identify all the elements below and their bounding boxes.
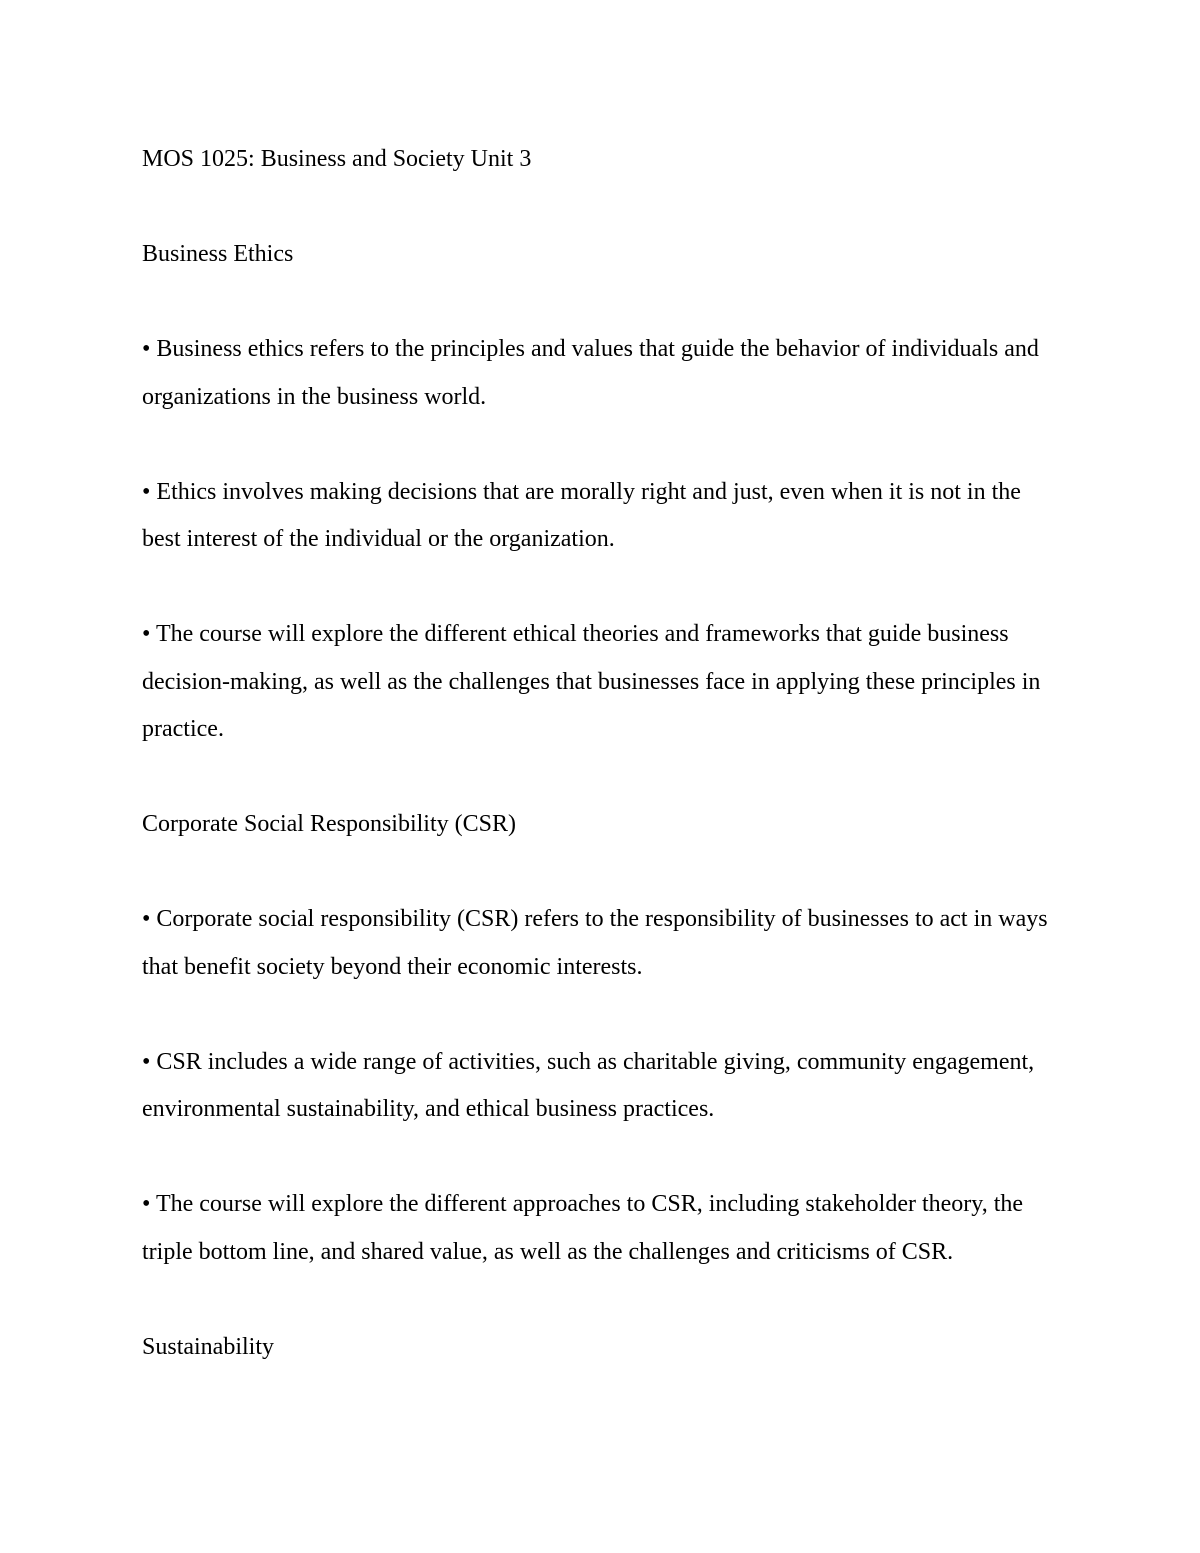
spacer <box>142 1134 1062 1182</box>
spacer <box>142 849 1062 897</box>
bullet-paragraph: • Ethics involves making decisions that are morally right and just, even when it is not in the best interest of the individual or the organization. <box>142 478 1021 552</box>
bullet-paragraph: • Business ethics refers to the principles and values that guide the behavior of individuals and organizations in the business world. <box>142 336 1039 410</box>
spacer <box>142 279 1062 327</box>
document-body <box>142 136 1062 1371</box>
bullet-paragraph: • The course will explore the different approaches to CSR, including stakeholder theory, the triple bottom line, and shared value, as well as the challenges and criticisms of CSR. <box>142 1191 1024 1265</box>
spacer <box>142 991 1062 1039</box>
spacer <box>142 184 1062 232</box>
section-heading-sustainability: Sustainability <box>142 1333 274 1360</box>
section-heading-business-ethics: Business Ethics <box>142 241 294 267</box>
bullet-paragraph: • CSR includes a wide range of activities, such as charitable giving, community engagement, environmental sustainability, and ethical business practices. <box>142 1048 1035 1122</box>
spacer <box>142 564 1062 612</box>
section-heading-csr: Corporate Social Responsibility (CSR) <box>142 811 516 837</box>
spacer <box>142 1276 1062 1324</box>
spacer <box>142 421 1062 469</box>
bullet-paragraph: • The course will explore the different ethical theories and frameworks that guide business decision-making, as well as the challenges that businesses face in applying these principles in practice. <box>142 621 1041 742</box>
bullet-paragraph: • Corporate social responsibility (CSR) refers to the responsibility of businesses to act in ways that benefit society beyond their economic interests. <box>142 906 1048 980</box>
spacer <box>142 754 1062 802</box>
document-title: MOS 1025: Business and Society Unit 3 <box>142 146 532 172</box>
